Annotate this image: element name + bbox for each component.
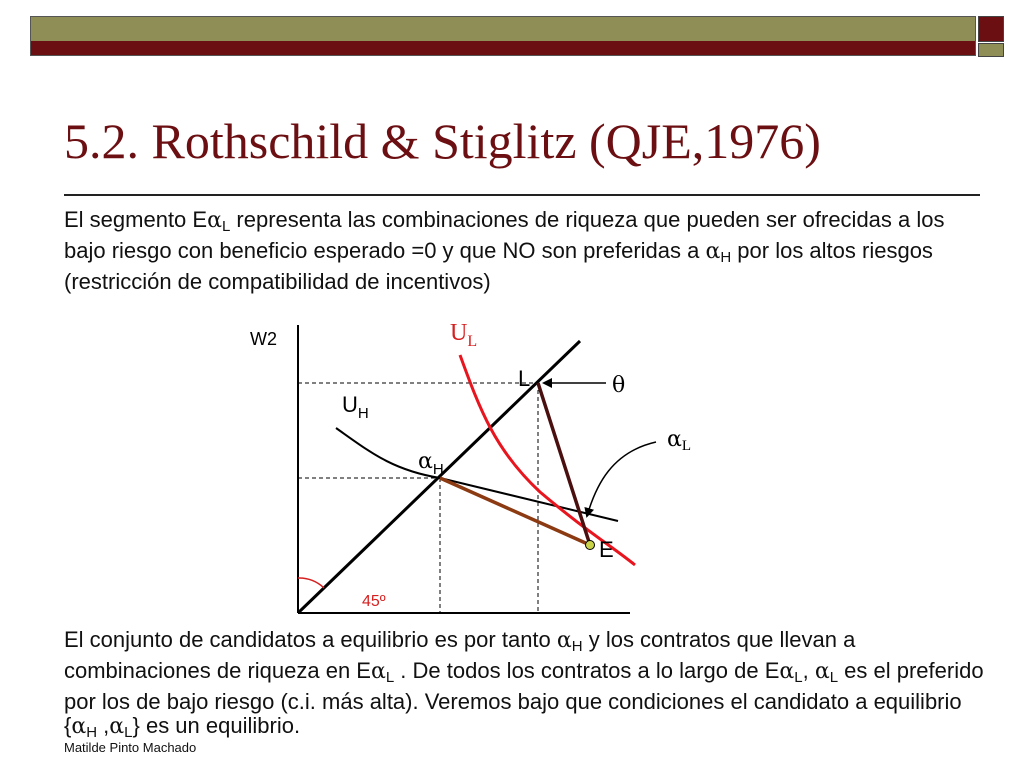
text-run: y los contratos que llevan a combinaciones de riqueza en E [64,627,856,683]
angle-arc [298,578,324,588]
UL-label-main: U [450,320,468,346]
point-E-label: E [599,537,614,562]
subscript: H [571,638,583,655]
footer-author: Matilde Pinto Machado [64,740,197,755]
alphaL-label-main: α [667,427,682,452]
text-run: El conjunto de candidatos a equilibrio es por tanto [64,627,557,652]
alphaL-label-sub: L [681,438,692,454]
greek-alpha: α [705,239,721,264]
text-run: . De todos los contratos a lo largo de E [394,658,780,683]
point-L-label: L [518,366,531,391]
greek-alpha: α [814,659,830,684]
subscript: L [221,218,231,235]
greek-alpha: α [109,714,125,739]
y-axis-label: W2 [250,329,277,349]
subscript: L [385,669,395,686]
UL-label [450,320,477,350]
subscript: H [720,249,732,266]
subscript: L [794,669,803,686]
angle-label: 45º [362,593,386,610]
subscript: L [124,724,133,741]
subscript: H [86,724,98,741]
UL-label-sub: L [467,333,478,350]
theta-label: θ [612,373,626,398]
UL-indifference-curve [460,355,635,565]
greek-alpha: α [556,628,572,653]
text-run: representa las combinaciones de riqueza que pueden ser ofrecidas a los bajo riesgo con beneficio esperado =0 y que NO son preferidas a [64,207,945,263]
UH-label-main: U [342,392,358,417]
text-run: , [97,713,110,738]
alphaH-label-sub: H [432,461,444,478]
segment-L-E [538,383,590,545]
UH-label [342,392,369,422]
alphaL-arrow [587,442,656,516]
alphaH-label [418,449,444,478]
text-run: } es un equilibrio. [132,713,301,738]
greek-alpha: α [370,659,386,684]
alphaL-label [667,427,691,454]
point-E [586,541,595,550]
alphaH-label-main: α [418,449,433,474]
greek-alpha: α [207,208,222,233]
text-run: es el preferido por los de bajo riesgo (c.i. más alta). Veremos bajo que condiciones el candidato a equilibrio { [64,658,984,738]
text-run: por los altos riesgos (restricción de compatibilidad de incentivos) [64,238,933,294]
segment-alphaH-E [440,478,590,545]
paragraph-equilibrium-candidates [64,628,984,745]
text-run: El segmento E [64,207,208,232]
subscript: L [829,669,839,686]
slide-title: 5.2. Rothschild & Stiglitz (QJE,1976) [64,113,821,169]
greek-alpha: α [71,714,87,739]
UH-label-sub: H [357,405,369,422]
greek-alpha: α [779,659,795,684]
text-run: , [802,658,815,683]
